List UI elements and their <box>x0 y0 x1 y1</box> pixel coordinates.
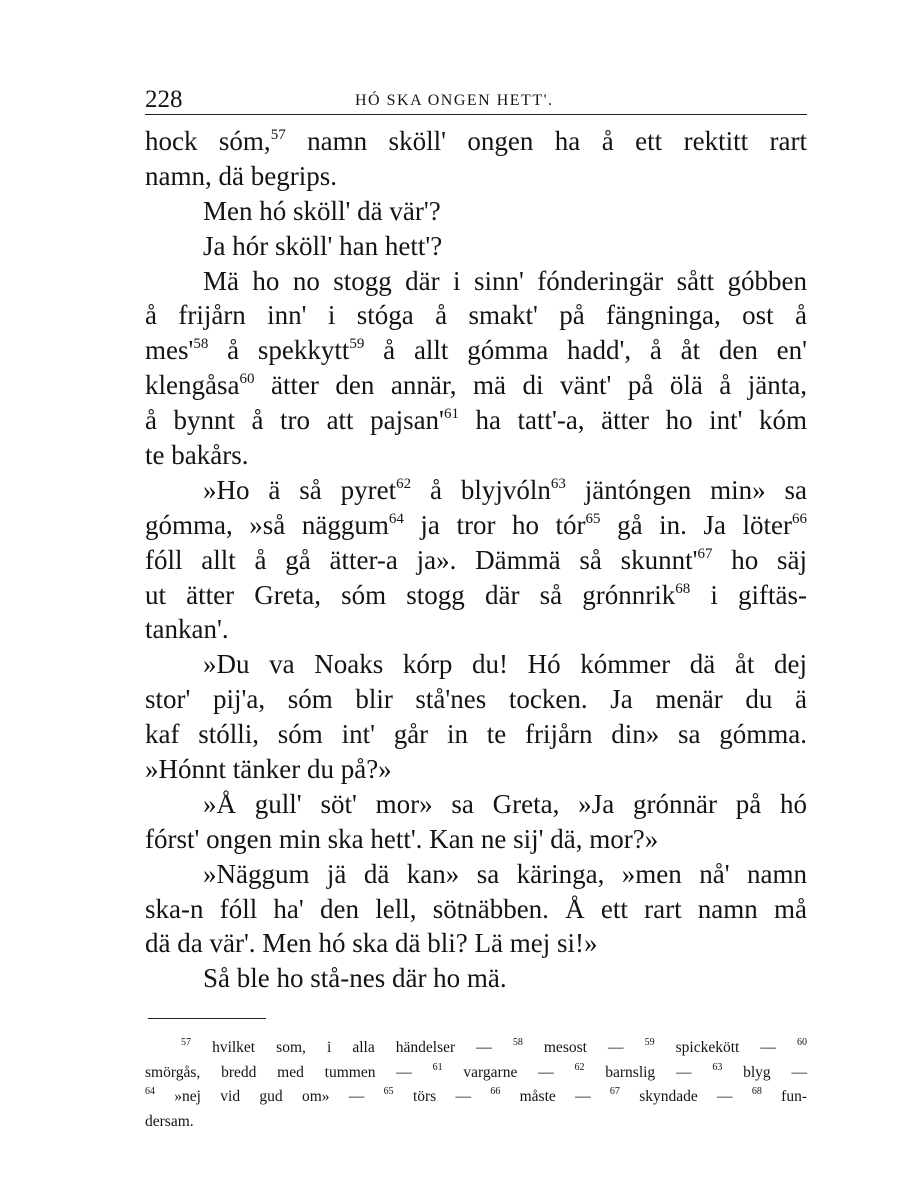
text-line: å bynnt å tro att $pajsan'^{61}$ ha tatt'-a, ätter ho int' kóm <box>145 405 807 436</box>
text-line: Mä ho no stogg där i sinn' fónderingär sått góbben <box>203 265 807 296</box>
footnote-line: smörgås, bredd med tummen — $^{61}$ vargarne — $^{62}$ barnslig — $^{63}$ blyg — <box>145 1061 807 1081</box>
text-line: stor' pij'a, sóm blir stå'nes tocken. Ja menär du ä <box>145 684 807 715</box>
footnote-line: $^{64}$ »nej vid gud om» — $^{65}$ törs — $^{66}$ måste — $^{67}$ skyndade — $^{68}$ fun- <box>145 1086 807 1106</box>
text-line: »Näggum jä dä kan» sa käringa, »men nå' namn <box>203 858 807 889</box>
text-line: Men hó sköll' dä vär'? <box>203 195 441 226</box>
footnote-line: $^{57}$ hvilket som, i alla händelser — $^{58}$ mesost — $^{59}$ spickekött — $^{60}$ <box>181 1036 807 1056</box>
text-line: ut ätter Greta, sóm stogg där så grónnrik$^{68}$ i giftäs- <box>145 579 808 610</box>
page-header <box>145 80 807 115</box>
running-head: HÓ SKA ONGEN HETT'. <box>355 92 554 109</box>
text-line: namn, dä begrips. <box>145 160 337 191</box>
text-line: fóll allt å gå ätter-a ja». Dämmä så $skunnt'^{67}$ ho säj <box>145 544 807 575</box>
text-line: Så ble ho stå-nes där ho mä. <box>203 963 507 994</box>
text-line: tankan'. <box>145 614 229 645</box>
text-line: dä da vär'. Men hó ska dä bli? Lä mej si!» <box>145 928 598 959</box>
text-line: »Du va Noaks kórp du! Hó kómmer dä åt dej <box>203 649 807 680</box>
text-line: kaf stólli, sóm int' går in te frijårn din» sa gómma. <box>145 719 807 750</box>
text-line: hock sóm,$^{57}$ namn sköll' ongen ha å ett rektitt rart <box>145 126 807 156</box>
footnote-line: dersam. <box>145 1113 194 1131</box>
footnotes <box>145 1036 807 1135</box>
page-number: 228 <box>145 86 183 113</box>
text-line: te bakårs. <box>145 440 249 471</box>
text-line: klengåsa$^{60}$ ätter den annär, mä di vänt' på ölä å jänta, <box>145 370 807 401</box>
text-line: »Ho ä så pyret$^{62}$ å blyjvóln$^{63}$ jäntóngen min» sa <box>203 474 807 505</box>
text-line: ska-n fóll ha' den lell, sötnäbben. Å ett rart namn må <box>145 893 807 924</box>
text-line: »Hónnt tänker du på?» <box>145 754 392 785</box>
text-line: fórst' ongen min ska hett'. Kan ne sij' dä, mor?» <box>145 823 659 854</box>
footnote-rule <box>148 1018 266 1019</box>
text-line: Ja hór sköll' han hett'? <box>203 230 443 261</box>
text-line: å frijårn inn' i stóga å smakt' på fängninga, ost å <box>145 300 807 331</box>
text-line: »Å gull' söt' mor» sa Greta, »Ja grónnär på hó <box>203 788 807 819</box>
text-line: $mes'^{58}$ å spekkytt$^{59}$ å allt gómma hadd', å åt den en' <box>145 335 808 366</box>
body-text <box>145 124 807 996</box>
text-line: gómma, »så näggum$^{64}$ ja tror ho tór$^{65}$ gå in. Ja löter$^{66}$ <box>145 509 807 540</box>
